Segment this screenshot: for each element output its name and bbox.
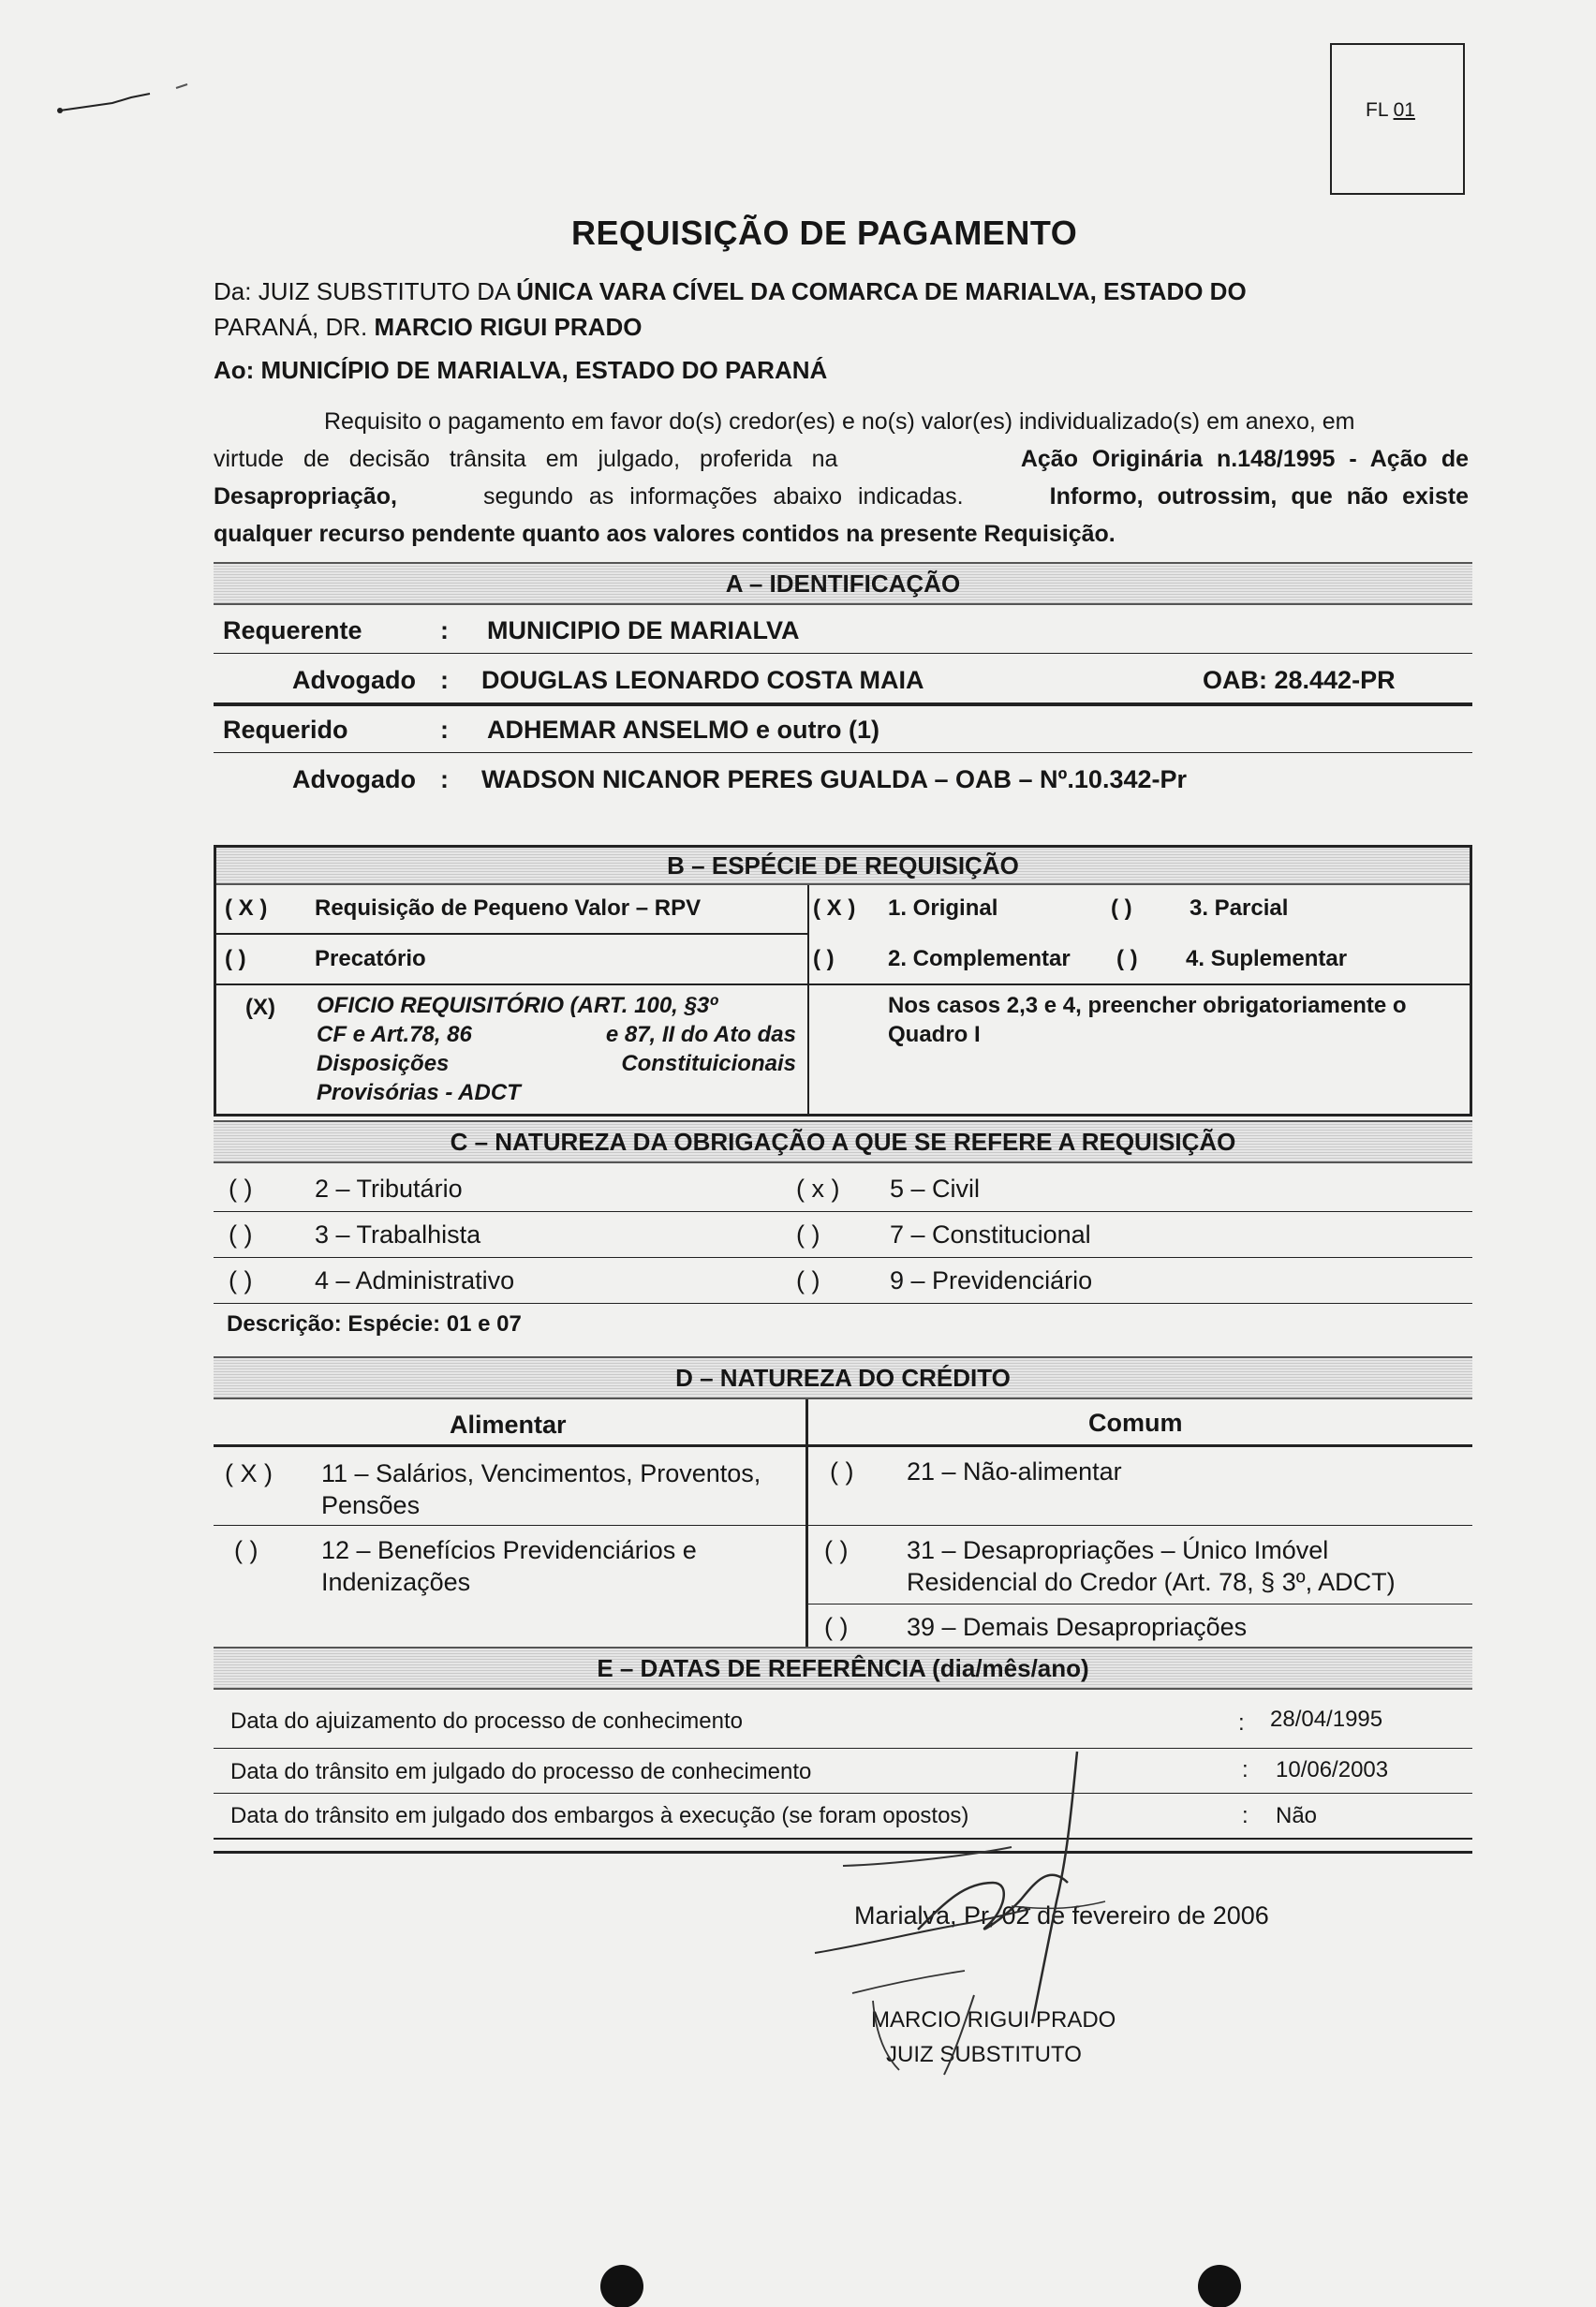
previdenciario-label: 9 – Previdenciário bbox=[890, 1266, 1093, 1294]
rpv-checkbox: ( X ) bbox=[225, 895, 268, 921]
divider bbox=[809, 983, 1470, 985]
salarios-line-2: Pensões bbox=[321, 1491, 421, 1519]
constitucional-checkbox: ( ) bbox=[796, 1220, 820, 1249]
suplementar-label: 4. Suplementar bbox=[1186, 946, 1348, 971]
demais-desapropriacoes-label: 39 – Demais Desapropriações bbox=[907, 1613, 1248, 1641]
beneficios-line-1: 12 – Benefícios Previdenciários e bbox=[321, 1536, 697, 1564]
oficio-line-4: Provisórias - ADCT bbox=[317, 1080, 521, 1105]
desapropriacoes-unico-line-1: 31 – Desapropriações – Único Imóvel bbox=[907, 1536, 1329, 1564]
divider bbox=[807, 1604, 1472, 1605]
folio-number: 01 bbox=[1393, 99, 1415, 121]
punch-hole bbox=[600, 2265, 643, 2307]
section-d-title: D – NATUREZA DO CRÉDITO bbox=[675, 1364, 1011, 1392]
descricao-text: Descrição: Espécie: 01 e 07 bbox=[227, 1311, 522, 1337]
section-e-header bbox=[214, 1647, 1472, 1690]
salarios-checkbox: ( X ) bbox=[225, 1459, 273, 1487]
intro-line3-bold: Desapropriação, bbox=[214, 483, 397, 510]
stray-mark-decoration bbox=[56, 66, 197, 140]
desapropriacoes-unico-checkbox: ( ) bbox=[824, 1536, 849, 1564]
transito-conhecimento-label: Data do trânsito em julgado do processo de conhecimento bbox=[230, 1759, 812, 1784]
intro-line3-text: segundo as informações abaixo indicadas. bbox=[483, 483, 964, 510]
advogado1-colon: : bbox=[440, 666, 449, 694]
requerido-label: Requerido bbox=[223, 716, 348, 744]
divider bbox=[214, 1257, 1472, 1258]
intro-paragraph bbox=[214, 403, 1469, 553]
oficio-line-2b: e 87, II do Ato das bbox=[605, 1022, 796, 1047]
place-date: Marialva, Pr, 02 de fevereiro de 2006 bbox=[854, 1901, 1269, 1930]
demais-desapropriacoes-checkbox: ( ) bbox=[824, 1613, 849, 1641]
salarios-label bbox=[321, 1457, 761, 1521]
divider bbox=[805, 1399, 808, 1647]
header-from bbox=[214, 274, 1469, 345]
intro-line-3 bbox=[214, 478, 1469, 515]
transito-conhecimento-value: 10/06/2003 bbox=[1276, 1757, 1389, 1782]
nao-alimentar-label: 21 – Não-alimentar bbox=[907, 1457, 1122, 1486]
advogado1-label: Advogado bbox=[292, 666, 416, 694]
transito-embargos-label: Data do trânsito em julgado dos embargos à execução (se foram opostos) bbox=[230, 1803, 969, 1828]
oficio-line-2 bbox=[317, 1020, 796, 1049]
divider bbox=[214, 1525, 1472, 1526]
rpv-label: Requisição de Pequeno Valor – RPV bbox=[315, 895, 702, 921]
parcial-label: 3. Parcial bbox=[1190, 895, 1289, 921]
requerente-colon: : bbox=[440, 616, 449, 644]
oficio-line-2a: CF e Art.78, 86 bbox=[317, 1022, 472, 1047]
ajuizamento-label: Data do ajuizamento do processo de conhecimento bbox=[230, 1708, 744, 1734]
handwritten-signature bbox=[787, 1742, 1180, 2079]
divider bbox=[214, 1444, 1472, 1447]
header-to: Ao: MUNICÍPIO DE MARIALVA, ESTADO DO PARANÁ bbox=[214, 356, 828, 384]
from-line2: PARANÁ, DR. bbox=[214, 313, 368, 341]
from-text-bold: ÚNICA VARA CÍVEL DA COMARCA DE MARIALVA, ESTADO DO bbox=[516, 277, 1247, 305]
divider bbox=[216, 933, 807, 935]
intro-line-2 bbox=[214, 440, 1469, 478]
nao-alimentar-checkbox: ( ) bbox=[830, 1457, 854, 1486]
administrativo-label: 4 – Administrativo bbox=[315, 1266, 515, 1294]
divider bbox=[214, 1303, 1472, 1304]
intro-line2-bold: Ação Originária n.148/1995 - Ação de bbox=[1020, 446, 1469, 472]
transito-embargos-colon: : bbox=[1242, 1803, 1249, 1828]
advogado1-oab: OAB: 28.442-PR bbox=[1203, 666, 1396, 694]
trabalhista-label: 3 – Trabalhista bbox=[315, 1220, 481, 1249]
advogado2-colon: : bbox=[440, 765, 449, 793]
signatory-name: MARCIO RIGUI PRADO bbox=[871, 2007, 1116, 2033]
tributario-checkbox: ( ) bbox=[229, 1175, 253, 1203]
complementar-checkbox: ( ) bbox=[813, 946, 835, 971]
requerido-colon: : bbox=[440, 716, 449, 744]
ajuizamento-value: 28/04/1995 bbox=[1270, 1707, 1383, 1732]
punch-hole bbox=[1198, 2265, 1241, 2307]
section-d-header bbox=[214, 1356, 1472, 1399]
tributario-label: 2 – Tributário bbox=[315, 1175, 463, 1203]
requerido-value: ADHEMAR ANSELMO e outro (1) bbox=[487, 716, 879, 744]
civil-checkbox: ( x ) bbox=[796, 1175, 840, 1203]
signatory-role: JUIZ SUBSTITUTO bbox=[886, 2042, 1082, 2067]
oficio-line-3a: Disposições bbox=[317, 1051, 450, 1076]
advogado2-label: Advogado bbox=[292, 765, 416, 793]
complementar-label: 2. Complementar bbox=[888, 946, 1071, 971]
trabalhista-checkbox: ( ) bbox=[229, 1220, 253, 1249]
precatorio-label: Precatório bbox=[315, 946, 426, 971]
from-text: JUIZ SUBSTITUTO DA bbox=[258, 277, 510, 305]
previdenciario-checkbox: ( ) bbox=[796, 1266, 820, 1294]
note-line-1: Nos casos 2,3 e 4, preencher obrigatoriamente o bbox=[888, 993, 1407, 1018]
comum-header: Comum bbox=[1088, 1409, 1183, 1437]
beneficios-label bbox=[321, 1534, 697, 1598]
divider bbox=[807, 885, 809, 1117]
folio-label bbox=[1366, 99, 1415, 122]
advogado1-value: DOUGLAS LEONARDO COSTA MAIA bbox=[481, 666, 924, 694]
alimentar-header: Alimentar bbox=[450, 1411, 567, 1439]
oficio-line-3b: Constituicionais bbox=[621, 1051, 796, 1076]
section-e-title: E – DATAS DE REFERÊNCIA (dia/mês/ano) bbox=[597, 1654, 1089, 1682]
from-label: Da: bbox=[214, 277, 252, 305]
section-b-header bbox=[216, 848, 1470, 885]
beneficios-checkbox: ( ) bbox=[234, 1536, 259, 1564]
advogado2-value: WADSON NICANOR PERES GUALDA – OAB – Nº.10.342-Pr bbox=[481, 765, 1188, 793]
section-c-header bbox=[214, 1120, 1472, 1163]
civil-label: 5 – Civil bbox=[890, 1175, 981, 1203]
transito-embargos-value: Não bbox=[1276, 1803, 1318, 1828]
divider bbox=[216, 983, 807, 985]
ajuizamento-colon: : bbox=[1238, 1710, 1245, 1736]
folio-prefix: FL bbox=[1366, 99, 1388, 121]
intro-line-4: qualquer recurso pendente quanto aos valores contidos na presente Requisição. bbox=[214, 521, 1116, 547]
beneficios-line-2: Indenizações bbox=[321, 1568, 471, 1596]
requerente-value: MUNICIPIO DE MARIALVA bbox=[487, 616, 800, 644]
suplementar-checkbox: ( ) bbox=[1116, 946, 1138, 971]
section-c-title: C – NATUREZA DA OBRIGAÇÃO A QUE SE REFERE A REQUISIÇÃO bbox=[450, 1128, 1236, 1156]
precatorio-checkbox: ( ) bbox=[225, 946, 246, 971]
intro-line2-text: virtude de decisão trânsita em julgado, proferida na bbox=[214, 446, 838, 472]
section-a-title: A – IDENTIFICAÇÃO bbox=[725, 569, 961, 598]
requerente-label: Requerente bbox=[223, 616, 362, 644]
section-b-note bbox=[888, 991, 1407, 1049]
section-b-title: B – ESPÉCIE DE REQUISIÇÃO bbox=[667, 851, 1019, 880]
section-a-header bbox=[214, 562, 1472, 605]
divider bbox=[214, 653, 1472, 654]
constitucional-label: 7 – Constitucional bbox=[890, 1220, 1091, 1249]
transito-conhecimento-colon: : bbox=[1242, 1757, 1249, 1782]
administrativo-checkbox: ( ) bbox=[229, 1266, 253, 1294]
desapropriacoes-unico-line-2: Residencial do Credor (Art. 78, § 3º, ADCT) bbox=[907, 1568, 1396, 1596]
divider bbox=[214, 1211, 1472, 1212]
intro-line3-bold2: Informo, outrossim, que não existe bbox=[1049, 483, 1469, 510]
parcial-checkbox: ( ) bbox=[1111, 895, 1132, 921]
oficio-line-3 bbox=[317, 1049, 796, 1078]
original-label: 1. Original bbox=[888, 895, 998, 921]
original-checkbox: ( X ) bbox=[813, 895, 856, 921]
salarios-line-1: 11 – Salários, Vencimentos, Proventos, bbox=[321, 1459, 761, 1487]
intro-line-1: Requisito o pagamento em favor do(s) credor(es) e no(s) valor(es) individualizado(s) em anexo, em bbox=[324, 408, 1355, 435]
note-line-2: Quadro I bbox=[888, 1022, 981, 1047]
oficio-line-1: OFICIO REQUISITÓRIO (ART. 100, §3º bbox=[317, 993, 717, 1018]
page-title: REQUISIÇÃO DE PAGAMENTO bbox=[571, 214, 1078, 252]
oficio-text bbox=[317, 991, 796, 1107]
folio-box bbox=[1330, 43, 1465, 195]
divider bbox=[214, 702, 1472, 706]
desapropriacoes-unico-label bbox=[907, 1534, 1396, 1598]
oficio-checkbox: (X) bbox=[245, 995, 275, 1020]
divider bbox=[214, 752, 1472, 753]
judge-name: MARCIO RIGUI PRADO bbox=[374, 313, 643, 341]
